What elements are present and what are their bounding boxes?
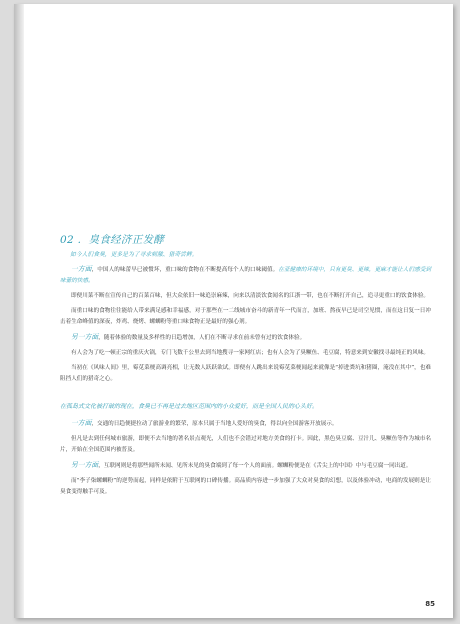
section-number: 02	[60, 234, 74, 246]
paragraph-group-1	[60, 264, 431, 385]
article-body	[60, 232, 431, 502]
section-subtitle: 如今人们食臭，更多是为了寻求刺激、猎奇尝鲜。	[70, 252, 198, 258]
paragraph	[60, 291, 431, 302]
pull-quote: 在孤岛式文化被打破的现在，食臭已不再是过去地区范围内的小众爱好，而是全国人民的心头好。	[60, 403, 319, 410]
paragraph-text: 当初在《风味人间》里，霉苋菜梗高调亮相，让无数人跃跃欲试。即便有人跳出来说霉苋菜梗闻起来就像是“掉进粪坑和猪圈，淹没在其中”，也难阻挡人们的猎奇之心。	[60, 365, 431, 382]
paragraph	[60, 418, 431, 430]
paragraph-text: ，交通的日趋便捷拉动了旅游业的繁荣，原本只属于当地人爱好的臭食，得以向全国游客开放展示。	[91, 421, 338, 427]
paragraph-text: ，随着体验的数量及多样性的日趋增加，人们在不断寻求在前未曾有过的饮食体验。	[98, 335, 306, 341]
paragraph-lead: 另一方面	[71, 333, 99, 341]
paragraph-text: ，互联网则是将那些闻所未闻、见所未见的臭食端到了每一个人的面前。螺蛳粉便是在《舌尖上的中国》中与毛豆腐一同出道。	[98, 463, 412, 469]
book-page	[14, 4, 453, 618]
paragraph-text: 而“李子柒螺蛳粉”的逆势而起，同样是依附于互联网的口碑传播。高品质内容进一步加强了大众对臭食的幻想，以及体验冲动，电商的发展则是让臭食变得触手可及。	[60, 478, 431, 495]
paragraph-lead: 一方面	[71, 265, 92, 273]
paragraph	[60, 460, 431, 472]
paragraph	[60, 332, 431, 344]
paragraph	[60, 476, 431, 498]
paragraph	[60, 306, 431, 328]
paragraph-lead: 另一方面	[71, 461, 99, 469]
paragraph	[60, 348, 431, 359]
paragraph-text: 即便川菜不断在宣传自己的百菜百味，但大众依旧一味追崇麻辣，向来以清淡饮食闻名的江浙一带，也在不断打开自己，追寻更重口的饮食体验。	[71, 293, 430, 299]
paragraph	[60, 434, 431, 456]
paragraph	[60, 363, 431, 385]
paragraph	[60, 264, 431, 287]
page-number: 85	[425, 600, 435, 608]
page-spine-shadow	[14, 4, 24, 618]
paragraph-highlight: 在亚健康的环境中，只有更臭、更辣，更麻才能让人们感受到味蕾的快感。	[60, 267, 431, 284]
paragraph-text: 而重口味的食物往往能给人带来满足感和幸福感，对于那些在一二线城市奋斗的新青年一代而言，加班、熬夜早已是司空见惯，而在这日复一日冲击着生命峰值的深夜，炸鸡、烧烤、螺蛳粉等重口味食物正是最好的强心剂。	[60, 308, 431, 325]
section-title: 臭食经济正发酵	[88, 234, 165, 246]
section-heading: 02 . 臭食经济正发酵	[60, 234, 165, 246]
paragraph-text: 有人会为了吃一顿正宗的重庆火锅，专门飞数千公里去到当地搜寻一家网红店；也有人会为了臭鳜鱼、毛豆腐，特意来到安徽找寻最纯正的风味。	[71, 350, 430, 356]
paragraph-lead: 一方面	[71, 419, 92, 427]
paragraph-text: ，中国人的味蕾早已被惯坏，重口味的食物在不断提高每个人的口味阈值。	[91, 267, 279, 273]
paragraph-text: 但凡是去到任何城市旅游，即便不去当地的著名景点观光，人们也不会错过对地方美食的打卡。因此，黑色臭豆腐、豆汁儿、臭鳜鱼等作为城市名片，开始在全国范围内被普及。	[60, 436, 431, 453]
paragraph-group-2	[60, 418, 431, 498]
